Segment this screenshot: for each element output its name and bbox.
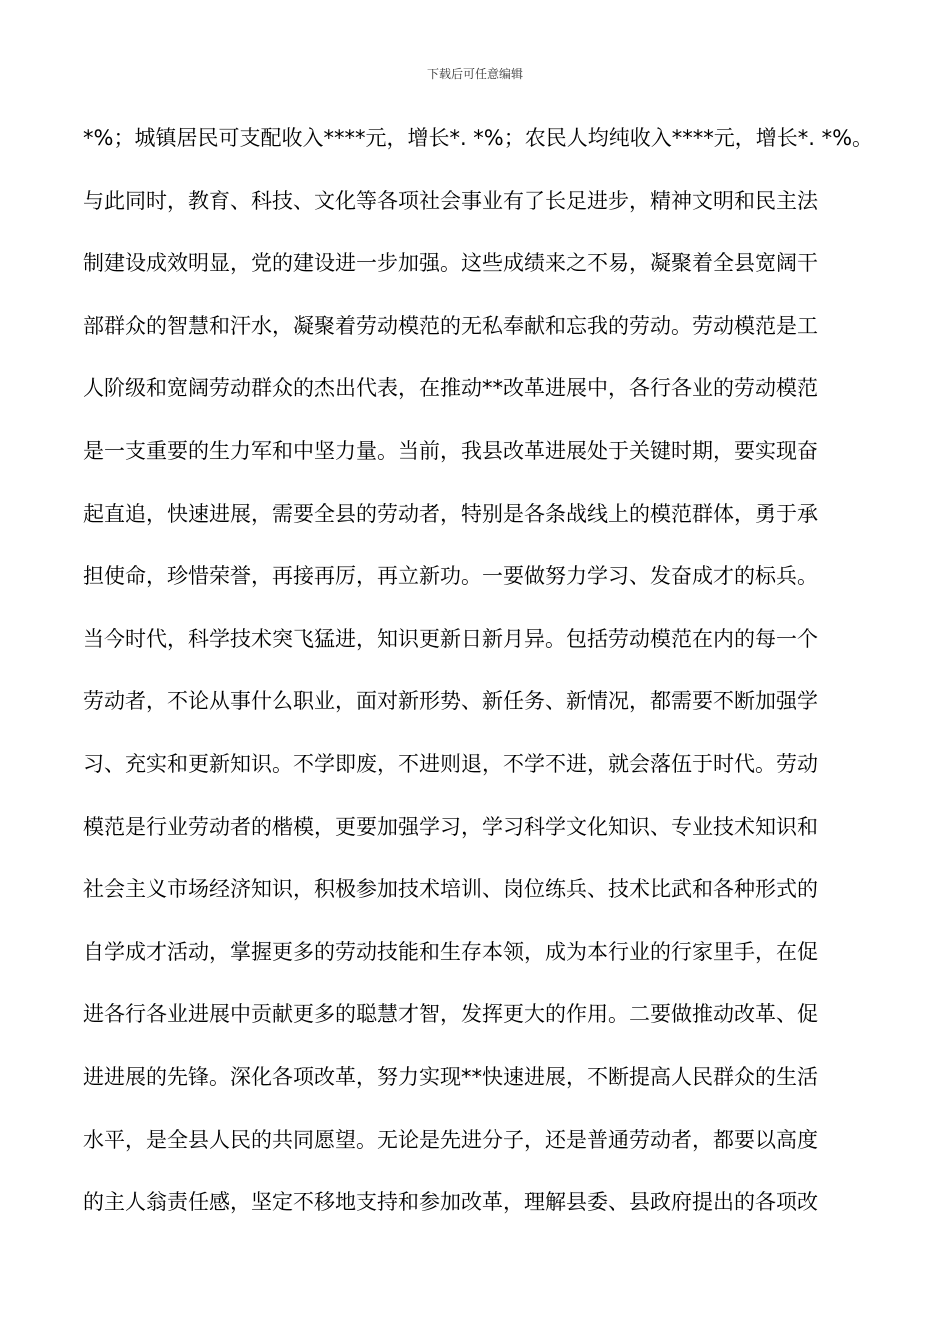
text-line: 水平，是全县人民的共同愿望。无论是先进分子，还是普通劳动者，都要以高度 [83,1127,818,1152]
text-line: 进各行各业进展中贡献更多的聪慧才智，发挥更大的作用。二要做推动改革、促 [83,1002,818,1027]
text-line: 的主人翁责任感，坚定不移地支持和参加改革，理解县委、县政府提出的各项改 [83,1190,818,1215]
text-line: 与此同时，教育、科技、文化等各项社会事业有了长足进步，精神文明和民主法 [83,188,818,213]
text-line: 担使命，珍惜荣誉，再接再厉，再立新功。一要做努力学习、发奋成才的标兵。 [83,564,818,589]
text-line: 是一支重要的生力军和中坚力量。当前，我县改革进展处于关键时期，要实现奋 [83,438,818,463]
text-line: 自学成才活动，掌握更多的劳动技能和生存本领，成为本行业的行家里手，在促 [83,939,818,964]
text-line: *%；城镇居民可支配收入****元，增长*. *%；农民人均纯收入****元，增长*. *%。 [83,126,874,150]
document-body [83,114,883,1241]
text-line: 模范是行业劳动者的楷模，更要加强学习，学习科学文化知识、专业技术知识和 [83,814,818,839]
text-line: 当今时代，科学技术突飞猛进，知识更新日新月异。包括劳动模范在内的每一个 [83,626,818,651]
text-line: 起直追，快速进展，需要全县的劳动者，特别是各条战线上的模范群体，勇于承 [83,501,818,526]
text-line: 部群众的智慧和汗水，凝聚着劳动模范的无私奉献和忘我的劳动。劳动模范是工 [83,313,818,338]
page-header: 下载后可任意编辑 [426,67,523,81]
text-line: 进进展的先锋。深化各项改革，努力实现**快速进展，不断提高人民群众的生活 [83,1064,818,1089]
text-line: 人阶级和宽阔劳动群众的杰出代表，在推动**改革进展中，各行各业的劳动模范 [83,376,818,401]
text-line: 社会主义市场经济知识，积极参加技术培训、岗位练兵、技术比武和各种形式的 [83,877,818,902]
text-line: 制建设成效明显，党的建设进一步加强。这些成绩来之不易，凝聚着全县宽阔干 [83,251,818,276]
text-line: 习、充实和更新知识。不学即废，不进则退，不学不进，就会落伍于时代。劳动 [83,751,818,776]
text-line: 劳动者，不论从事什么职业，面对新形势、新任务、新情况，都需要不断加强学 [83,689,818,714]
